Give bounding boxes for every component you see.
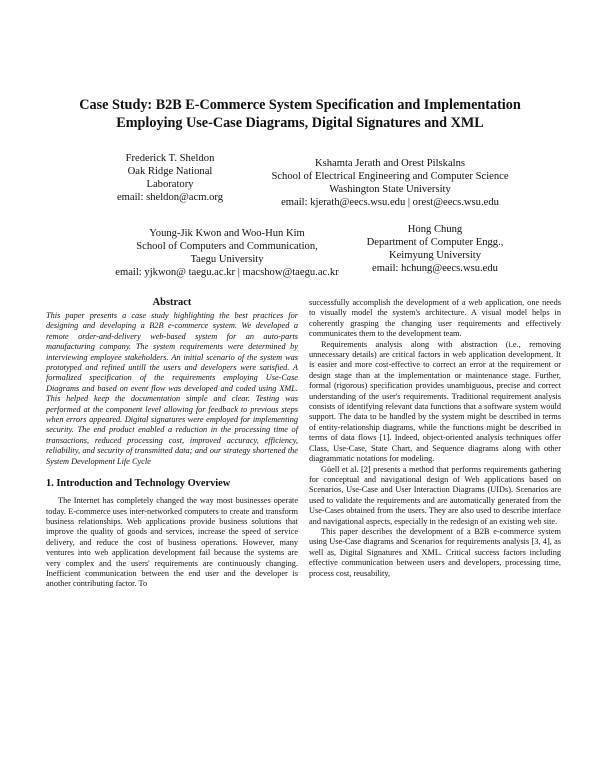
author-name: Kshamta Jerath and Orest Pilskalns <box>314 158 466 169</box>
intro-paragraph: The Internet has completely changed the way most businesses operate today. E-commerce uses inter-networked computers to create and transform business relationships. Web applications provide business solutions that improve the quality of goods and services, increase the speed of service delivery, and reduce the cost of business operations. However, many ventures into web application development fail because the systems are very complex and the users' requirements are continuously changing. Inefficient communication between the end user and the developer is another contributing factor. To <box>46 496 298 589</box>
author-email: email: sheldon@acm.org <box>116 192 224 203</box>
author-block-jerath-pilskalns <box>260 157 520 209</box>
author-block-sheldon <box>100 152 240 204</box>
body-paragraph: This paper describes the development of a B2B e-commerce system using Use-Case diagrams and Scenarios for requirements analysis [3, 4], as well as, Digital Signatures and XML. Critical success factors including effective communication between users and developers, processing time, process cost, reusability, <box>309 526 561 578</box>
author-email: email: hchung@eecs.wsu.edu <box>372 263 498 274</box>
author-affiliation: Laboratory <box>146 179 194 190</box>
paper-title <box>40 96 560 132</box>
abstract-heading: Abstract <box>152 297 192 308</box>
left-column <box>46 297 298 590</box>
right-column <box>309 298 561 579</box>
author-affiliation: Washington State University <box>329 184 451 195</box>
author-affiliation: Taegu University <box>190 254 264 265</box>
author-affiliation: School of Computers and Communication, <box>136 241 318 252</box>
author-email: email: yjkwon@ taegu.ac.kr | macshow@taegu.ac.kr <box>115 267 339 278</box>
abstract-text: This paper presents a case study highlighting the best practices for designing and developing a B2B e-commerce system. We developed a remote order-and-delivery web-based system for an auto-parts manufacturing company. The system requirements were determined by interviewing employee stakeholders. An initial scenario of the system was prototyped and refined untill the users and developers were satisfied. A formalized specification of the requirements employing Use-Case Diagrams and based on event flow was developed and coded using XML. This helped keep the documentation simple and clear. Testing was performed at the component level allowing for feedback to previous steps when errors appeared. Digital signatures were employed for implementing security. The end product enabled a reduction in the processing time of transactions, reduced processing cost, improved accuracy, efficiency, reliability, and security of transmitted data; and our strategy shortened the System Development Life Cycle <box>46 311 298 466</box>
body-paragraph: Güell et al. [2] presents a method that performs requirements gathering for conceptual and navigational design of Web applications based on Scenarios, Use-Case and User Interaction Diagrams (UIDs). Scenarios are used to validate the requirements and are automatically generated from the Use-Cases obtained from the users. They are also used to describe interface and navigational aspects, especially in the redesign of an existing web site. <box>309 464 561 526</box>
author-affiliation: Department of Computer Engg., <box>366 237 504 248</box>
author-affiliation: Keimyung University <box>388 250 482 261</box>
body-paragraph: successfully accomplish the development of a web application, one needs to visually model the system's architecture. A visual model helps in coherently grasping the changing user requirements and effectively communicates them to the development team. <box>309 298 561 339</box>
title-line-1: Case Study: B2B E-Commerce System Specification and Implementation <box>79 97 521 113</box>
author-affiliation: School of Electrical Engineering and Computer Science <box>271 171 509 182</box>
author-name: Frederick T. Sheldon <box>125 153 215 164</box>
author-block-kwon-kim <box>112 227 342 279</box>
author-name: Young-Jik Kwon and Woo-Hun Kim <box>149 228 305 239</box>
title-line-2: Employing Use-Case Diagrams, Digital Signatures and XML <box>116 115 484 131</box>
body-paragraph: Requirements analysis along with abstraction (i.e., removing unnecessary details) are critical factors in web application development. It is easier and more cost-effective to correct an error at the requirement or design stage than at the implementation or maintenance stage. Further, formal (rigorous) specification provides unambiguous, precise and correct understanding of the user's requirements. Traditional requirement analysis consists of identifying relevant data functions that a software system would support. The data to be handled by the system might be described in terms of entity-relationship diagrams, while the functions might be described in terms of data flows [1]. Indeed, object-oriented analysis techniques offer Class, Use-Case, State Chart, and Sequence diagrams along with other diagrammatic notations for modeling. <box>309 339 561 464</box>
author-name: Hong Chung <box>407 224 463 235</box>
author-affiliation: Oak Ridge National <box>127 166 213 177</box>
section-heading-introduction: 1. Introduction and Technology Overview <box>46 478 231 490</box>
author-email: email: kjerath@eecs.wsu.edu | orest@eecs.wsu.edu <box>281 197 499 208</box>
author-block-chung <box>350 223 520 275</box>
